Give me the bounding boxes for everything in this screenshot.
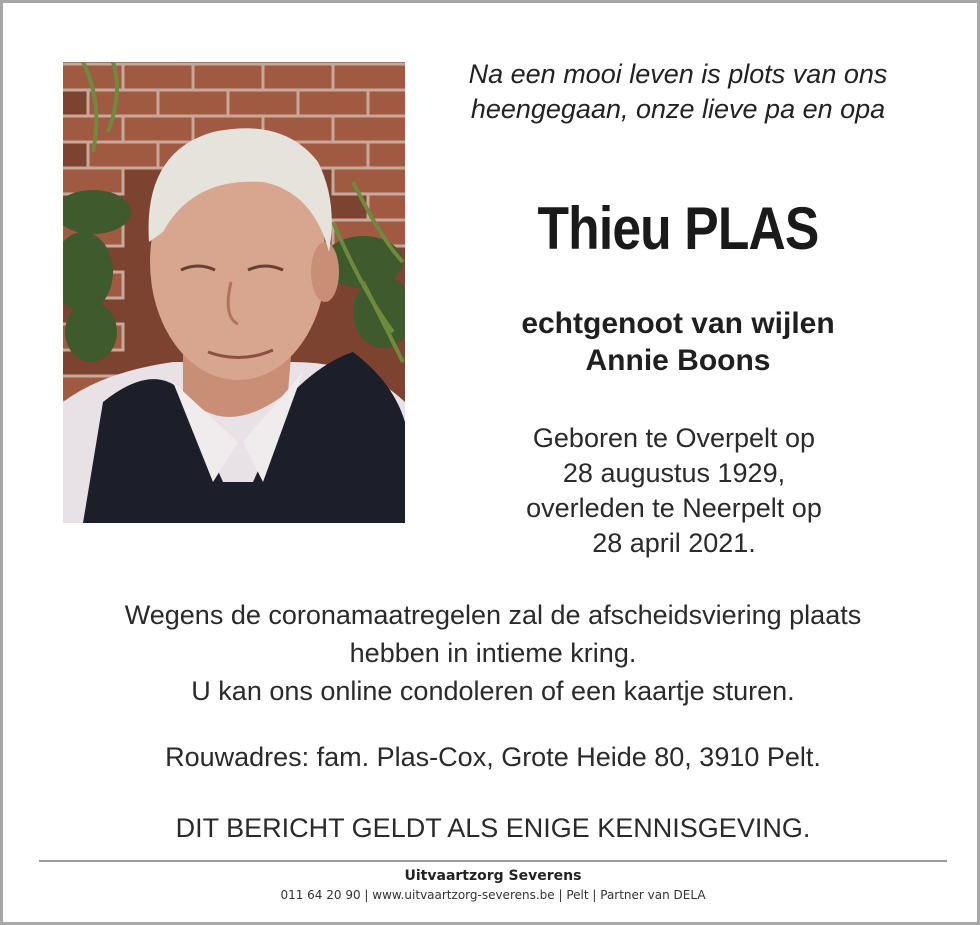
intro-line: heengegaan, onze lieve pa en opa bbox=[470, 94, 886, 124]
funeral-home-contact: 011 64 20 90 | www.uitvaartzorg-severens.be | Pelt | Partner van DELA bbox=[280, 888, 706, 902]
intro-text bbox=[423, 57, 933, 127]
notice-line: Wegens de coronamaatregelen zal de afscheidsviering plaats bbox=[124, 600, 862, 630]
intro-line: Na een mooi leven is plots van ons bbox=[468, 59, 888, 89]
date-line: Geboren te Overpelt op bbox=[532, 423, 816, 453]
ceremony-notice bbox=[33, 596, 953, 710]
funeral-home-name: Uitvaartzorg Severens bbox=[404, 868, 582, 884]
date-line: 28 augustus 1929, bbox=[562, 458, 786, 488]
birth-death-dates bbox=[423, 421, 925, 561]
closing-statement: DIT BERICHT GELDT ALS ENIGE KENNISGEVING. bbox=[175, 813, 811, 843]
portrait-photo bbox=[63, 62, 405, 523]
notice-line: U kan ons online condoleren of een kaartje sturen. bbox=[191, 676, 795, 706]
date-line: overleden te Neerpelt op bbox=[526, 493, 822, 523]
deceased-name: Thieu PLAS bbox=[537, 195, 819, 262]
spouse-line: Annie Boons bbox=[585, 344, 771, 377]
mourning-address: Rouwadres: fam. Plas-Cox, Grote Heide 80, 3910 Pelt. bbox=[165, 742, 821, 772]
date-line: 28 april 2021. bbox=[592, 528, 756, 558]
spouse-line: echtgenoot van wijlen bbox=[521, 307, 835, 340]
footer-divider bbox=[39, 860, 947, 862]
notice-line: hebben in intieme kring. bbox=[349, 638, 637, 668]
spouse-info bbox=[423, 305, 933, 379]
